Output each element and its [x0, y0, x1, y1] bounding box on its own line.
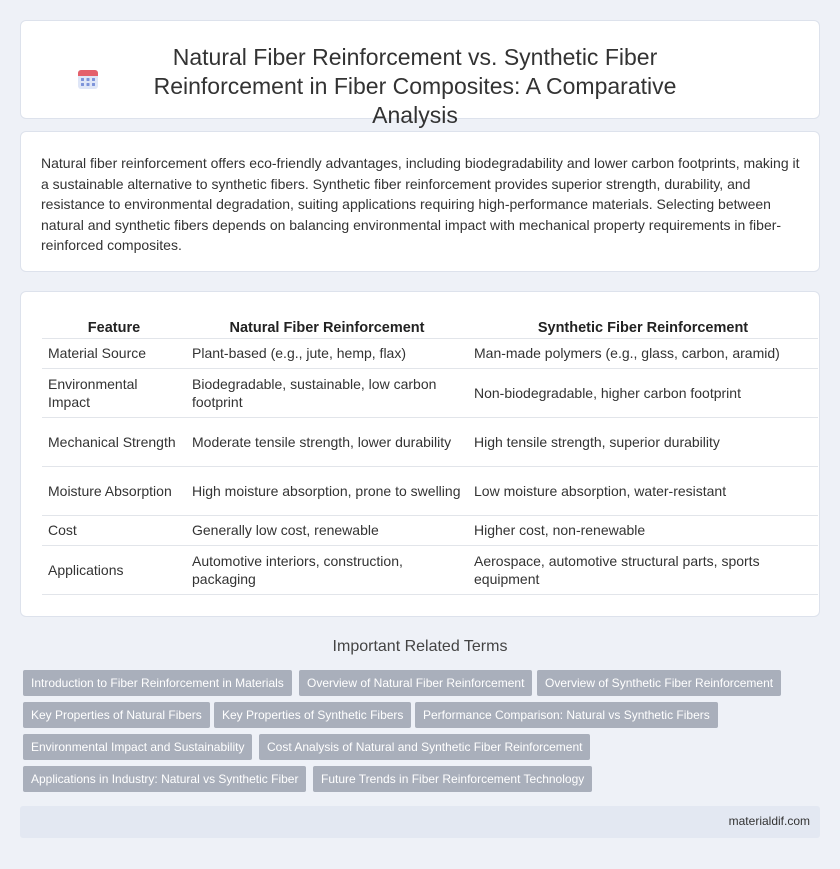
table-cell: Mechanical Strength: [42, 417, 186, 466]
table-cell: Applications: [42, 545, 186, 594]
table-cell: Cost: [42, 515, 186, 545]
related-tag[interactable]: Overview of Natural Fiber Reinforcement: [299, 670, 532, 696]
table-header-row: [42, 316, 818, 338]
comparison-table: [42, 316, 818, 595]
related-tag[interactable]: Overview of Synthetic Fiber Reinforcement: [537, 670, 781, 696]
table-cell: Plant-based (e.g., jute, hemp, flax): [186, 338, 468, 368]
comparison-table-card: [20, 291, 820, 617]
related-tag[interactable]: Applications in Industry: Natural vs Synthetic Fiber: [23, 766, 306, 792]
table-cell: Material Source: [42, 338, 186, 368]
related-tag[interactable]: Future Trends in Fiber Reinforcement Technology: [313, 766, 592, 792]
table-cell: Generally low cost, renewable: [186, 515, 468, 545]
table-cell: Automotive interiors, construction, packaging: [186, 545, 468, 594]
related-tag[interactable]: Key Properties of Synthetic Fibers: [214, 702, 411, 728]
related-tag[interactable]: Introduction to Fiber Reinforcement in Materials: [23, 670, 292, 696]
table-row: [42, 338, 818, 368]
title-card: [20, 20, 820, 128]
table-cell: Man-made polymers (e.g., glass, carbon, aramid): [468, 338, 818, 368]
related-tag[interactable]: Environmental Impact and Sustainability: [23, 734, 252, 760]
related-tag[interactable]: Key Properties of Natural Fibers: [23, 702, 210, 728]
table-cell: Aerospace, automotive structural parts, sports equipment: [468, 545, 818, 594]
table-cell: High tensile strength, superior durability: [468, 417, 818, 466]
table-cell: Moderate tensile strength, lower durability: [186, 417, 468, 466]
intro-card: [20, 131, 820, 272]
table-row: [42, 368, 818, 417]
table-header-natural: Natural Fiber Reinforcement: [186, 316, 468, 338]
related-tag[interactable]: Performance Comparison: Natural vs Synthetic Fibers: [415, 702, 718, 728]
related-terms-heading: Important Related Terms: [332, 638, 508, 655]
intro-paragraph: Natural fiber reinforcement offers eco-friendly advantages, including biodegradability and lower carbon footprints, making it a sustainable alternative to synthetic fibers. Synthetic fiber reinforcement provides superior strength, durability, and resistance to environmental degradation, suiting applications requiring high-performance materials. Selecting between natural and synthetic fibers depends on balancing environmental impact with mechanical property requirements in fiber-reinforced composites.: [41, 155, 800, 253]
table-cell: Low moisture absorption, water-resistant: [468, 466, 818, 515]
table-header-synthetic: Synthetic Fiber Reinforcement: [468, 316, 818, 338]
table-cell: Biodegradable, sustainable, low carbon footprint: [186, 368, 468, 417]
table-row: [42, 417, 818, 466]
table-cell: High moisture absorption, prone to swelling: [186, 466, 468, 515]
footer: [20, 806, 820, 838]
table-row: [42, 515, 818, 545]
table-cell: Environmental Impact: [42, 368, 186, 417]
footer-site[interactable]: materialdif.com: [728, 814, 810, 828]
table-cell: Higher cost, non-renewable: [468, 515, 818, 545]
table-cell: Moisture Absorption: [42, 466, 186, 515]
related-tag[interactable]: Cost Analysis of Natural and Synthetic Fiber Reinforcement: [259, 734, 590, 760]
table-row: [42, 545, 818, 594]
table-cell: Non-biodegradable, higher carbon footprint: [468, 368, 818, 417]
table-row: [42, 466, 818, 515]
table-header-feature: Feature: [42, 316, 186, 338]
page-title: Natural Fiber Reinforcement vs. Synthetic Fiber Reinforcement in Fiber Composites: A Comparative Analysis: [153, 44, 677, 128]
